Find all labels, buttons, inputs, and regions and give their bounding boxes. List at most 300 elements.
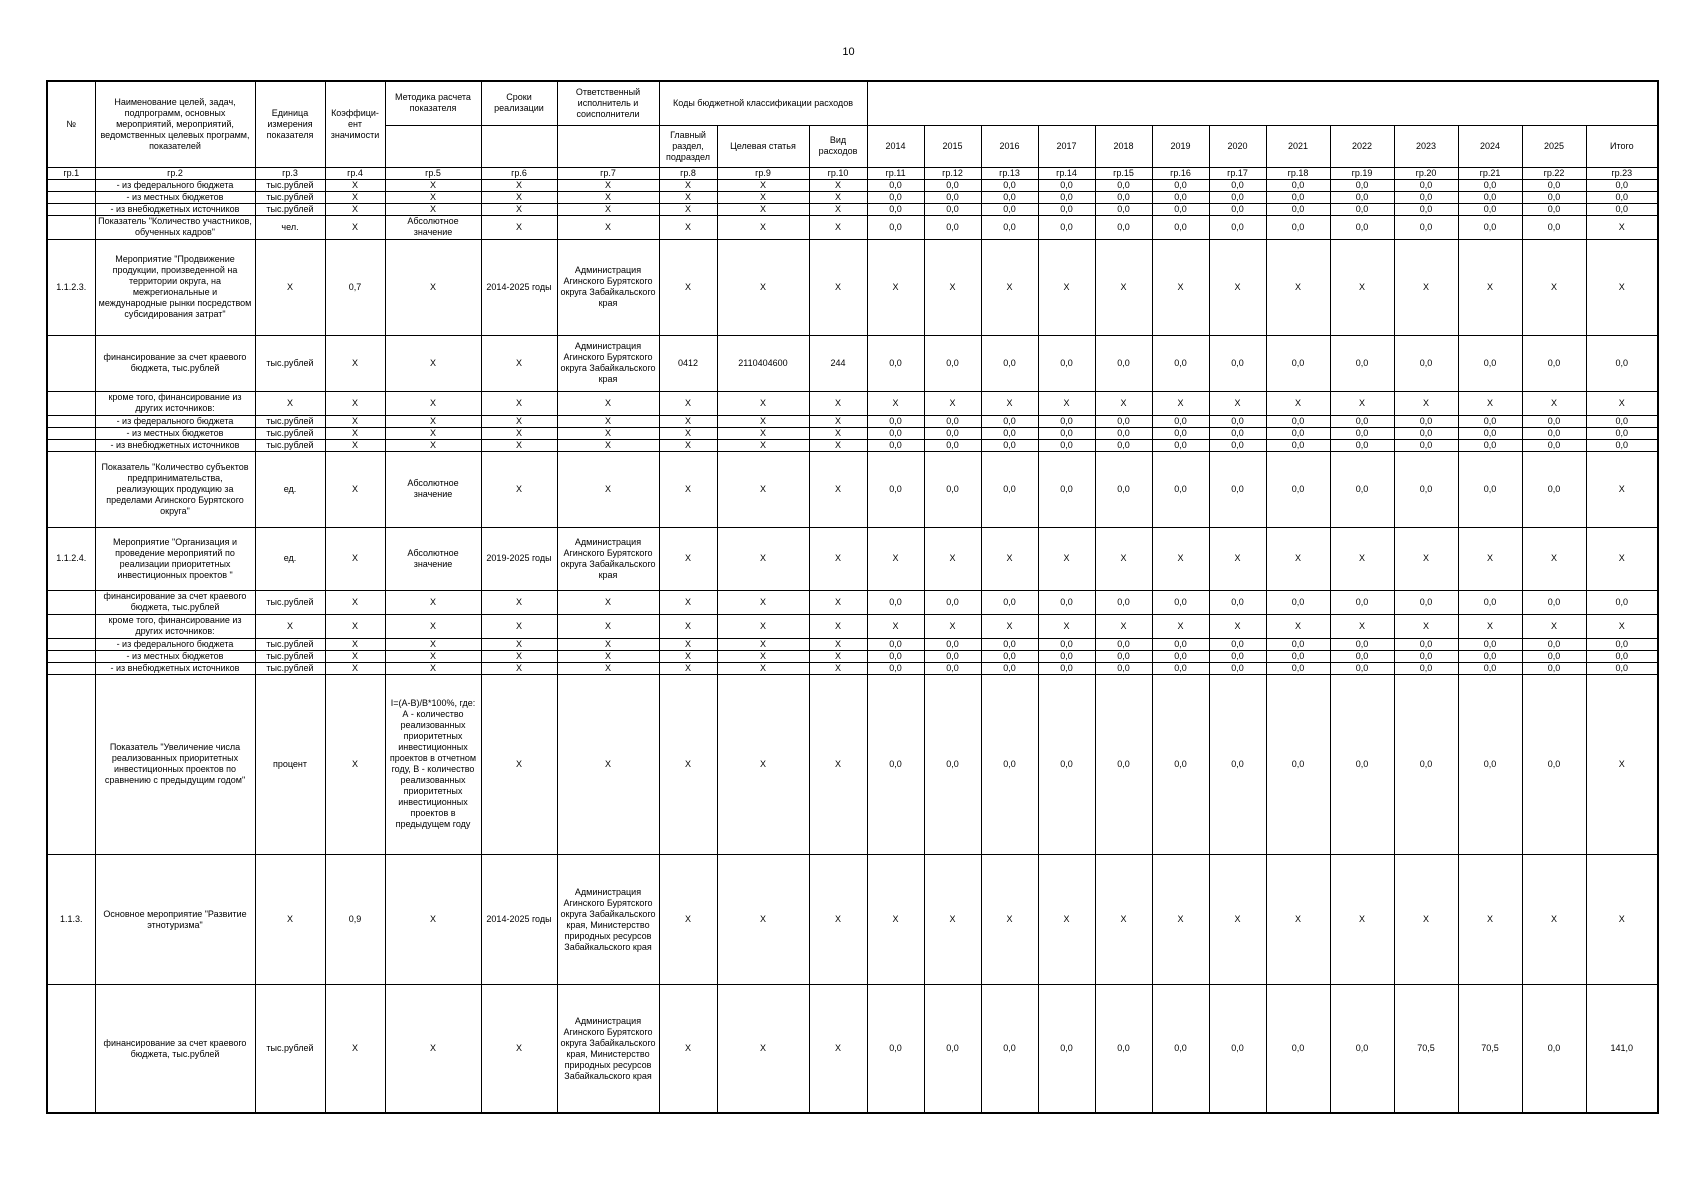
table-cell: Х xyxy=(385,335,481,391)
table-cell: Х xyxy=(981,614,1038,638)
table-cell: Х xyxy=(1095,391,1152,415)
table-cell: Показатель "Количество участников, обученных кадров" xyxy=(95,215,255,239)
table-cell: Х xyxy=(809,215,867,239)
table-cell: - из внебюджетных источников xyxy=(95,662,255,674)
table-cell: Х xyxy=(385,391,481,415)
column-number-cell: гр.1 xyxy=(47,167,95,179)
table-cell: 0,0 xyxy=(867,985,924,1113)
table-cell: Х xyxy=(1330,527,1394,590)
column-number-cell: гр.22 xyxy=(1522,167,1586,179)
table-cell: Х xyxy=(981,239,1038,335)
table-cell: Х xyxy=(481,985,557,1113)
table-cell: Х xyxy=(557,179,659,191)
table-cell: 0,0 xyxy=(1266,662,1330,674)
header-method: Методика расчета показателя xyxy=(385,81,481,125)
table-cell: Х xyxy=(659,203,717,215)
table-cell: Х xyxy=(481,415,557,427)
table-cell xyxy=(47,191,95,203)
table-cell: Х xyxy=(325,614,385,638)
table-cell: 0,0 xyxy=(1266,415,1330,427)
table-cell: Х xyxy=(325,662,385,674)
table-cell: Х xyxy=(1394,239,1458,335)
table-cell xyxy=(47,335,95,391)
table-cell: 0,0 xyxy=(1586,335,1658,391)
table-cell: Х xyxy=(717,215,809,239)
table-cell: 0,0 xyxy=(867,439,924,451)
table-cell: 0,0 xyxy=(924,415,981,427)
table-cell: 0,0 xyxy=(1522,662,1586,674)
table-cell: Х xyxy=(481,391,557,415)
table-cell: 0,7 xyxy=(325,239,385,335)
table-cell: Х xyxy=(1038,855,1095,985)
table-cell: 0,0 xyxy=(924,215,981,239)
table-cell: - из местных бюджетов xyxy=(95,191,255,203)
table-cell: Х xyxy=(924,614,981,638)
table-cell: 0,0 xyxy=(1266,985,1330,1113)
table-cell: Х xyxy=(659,650,717,662)
table-cell: тыс.рублей xyxy=(255,638,325,650)
table-cell: Х xyxy=(1152,855,1209,985)
table-cell: 0,9 xyxy=(325,855,385,985)
column-number-cell: гр.11 xyxy=(867,167,924,179)
table-cell: 0,0 xyxy=(1394,638,1458,650)
table-cell: Х xyxy=(385,855,481,985)
table-cell: 0,0 xyxy=(1586,203,1658,215)
table-cell: Х xyxy=(809,614,867,638)
table-cell: Х xyxy=(809,650,867,662)
table-cell: 70,5 xyxy=(1394,985,1458,1113)
table-cell: 0,0 xyxy=(1330,415,1394,427)
table-cell: Х xyxy=(1458,391,1522,415)
table-cell: 0,0 xyxy=(1209,215,1266,239)
table-cell: Х xyxy=(325,527,385,590)
table-cell: Х xyxy=(255,239,325,335)
table-cell: 0,0 xyxy=(1394,427,1458,439)
table-cell: Х xyxy=(659,985,717,1113)
table-cell: Х xyxy=(385,985,481,1113)
table-cell: Х xyxy=(385,638,481,650)
table-cell: 0,0 xyxy=(867,191,924,203)
table-cell: 0,0 xyxy=(1330,590,1394,614)
table-cell: 0,0 xyxy=(1038,427,1095,439)
table-cell: 0,0 xyxy=(1152,191,1209,203)
table-cell: 0,0 xyxy=(867,179,924,191)
table-cell: 0,0 xyxy=(1266,335,1330,391)
table-cell: 0,0 xyxy=(1152,415,1209,427)
table-cell: Х xyxy=(325,427,385,439)
table-cell: 1.1.3. xyxy=(47,855,95,985)
header-year-2021: 2021 xyxy=(1266,125,1330,167)
table-cell: тыс.рублей xyxy=(255,439,325,451)
table-cell: Х xyxy=(1458,239,1522,335)
table-cell: Х xyxy=(809,985,867,1113)
table-cell: Х xyxy=(867,239,924,335)
table-cell: Х xyxy=(717,614,809,638)
table-cell: 0,0 xyxy=(1522,427,1586,439)
table-cell: Х xyxy=(1152,239,1209,335)
table-cell: 0,0 xyxy=(1152,335,1209,391)
table-cell: 0,0 xyxy=(1522,985,1586,1113)
table-cell: Х xyxy=(1522,527,1586,590)
table-cell: ед. xyxy=(255,527,325,590)
table-cell: 0,0 xyxy=(1095,427,1152,439)
table-cell: 0,0 xyxy=(1458,427,1522,439)
table-cell: 0,0 xyxy=(1330,650,1394,662)
table-cell: 0,0 xyxy=(924,191,981,203)
header-year-2017: 2017 xyxy=(1038,125,1095,167)
table-cell: Х xyxy=(981,391,1038,415)
table-cell: Х xyxy=(1586,527,1658,590)
table-cell: Х xyxy=(557,415,659,427)
table-cell: 0,0 xyxy=(1038,590,1095,614)
table-cell: финансирование за счет краевого бюджета, тыс.рублей xyxy=(95,590,255,614)
table-cell: 0,0 xyxy=(867,335,924,391)
table-cell: Х xyxy=(1266,855,1330,985)
table-row xyxy=(47,674,1658,854)
table-cell: Х xyxy=(255,391,325,415)
header-vid: Вид расходов xyxy=(809,125,867,167)
table-row xyxy=(47,179,1658,191)
table-cell: 0,0 xyxy=(1586,650,1658,662)
table-cell: Х xyxy=(1586,614,1658,638)
header-period-blank xyxy=(481,125,557,167)
table-cell: Х xyxy=(809,590,867,614)
table-cell: Х xyxy=(717,590,809,614)
table-cell: 0,0 xyxy=(1038,335,1095,391)
table-cell: 0,0 xyxy=(1209,427,1266,439)
table-cell: Х xyxy=(1266,391,1330,415)
header-executor: Ответственный исполнитель и соисполнители xyxy=(557,81,659,125)
table-cell: 0,0 xyxy=(1209,662,1266,674)
table-cell: 0,0 xyxy=(1152,215,1209,239)
table-row xyxy=(47,239,1658,335)
table-cell: Х xyxy=(325,650,385,662)
table-cell: 0,0 xyxy=(981,179,1038,191)
table-cell: Х xyxy=(1394,527,1458,590)
table-cell: 0,0 xyxy=(1209,439,1266,451)
table-cell: 0,0 xyxy=(1095,662,1152,674)
table-cell: 0,0 xyxy=(1522,335,1586,391)
table-cell: Х xyxy=(659,638,717,650)
table-cell: 0,0 xyxy=(924,179,981,191)
table-cell: Х xyxy=(659,590,717,614)
table-cell: 0,0 xyxy=(1038,638,1095,650)
table-cell: 0,0 xyxy=(1394,662,1458,674)
table-cell: Х xyxy=(1038,614,1095,638)
table-cell: Х xyxy=(659,439,717,451)
column-number-cell: гр.14 xyxy=(1038,167,1095,179)
table-cell: Х xyxy=(717,203,809,215)
table-cell: Администрация Агинского Бурятского округа Забайкальского края xyxy=(557,335,659,391)
table-cell: 0,0 xyxy=(981,415,1038,427)
table-cell: 0,0 xyxy=(924,427,981,439)
table-cell: 0,0 xyxy=(1522,451,1586,527)
table-cell: - из внебюджетных источников xyxy=(95,439,255,451)
table-cell: 0,0 xyxy=(1038,451,1095,527)
table-cell: 0,0 xyxy=(1038,674,1095,854)
table-cell: Х xyxy=(1152,614,1209,638)
table-cell: Абсолютное значение xyxy=(385,215,481,239)
table-cell: 0,0 xyxy=(1522,415,1586,427)
table-cell: Х xyxy=(481,427,557,439)
table-cell: 0,0 xyxy=(1394,179,1458,191)
table-cell: Х xyxy=(325,215,385,239)
table-cell: Х xyxy=(1330,239,1394,335)
table-cell: Х xyxy=(481,179,557,191)
table-cell: 0,0 xyxy=(867,451,924,527)
table-cell: Х xyxy=(717,391,809,415)
table-cell: Х xyxy=(325,674,385,854)
table-cell: Х xyxy=(325,439,385,451)
table-cell: Х xyxy=(1394,855,1458,985)
table-cell xyxy=(47,638,95,650)
table-cell: 0,0 xyxy=(924,650,981,662)
table-cell: Х xyxy=(867,391,924,415)
table-cell: 0,0 xyxy=(1209,638,1266,650)
table-cell: Х xyxy=(557,427,659,439)
table-cell: Х xyxy=(325,191,385,203)
table-cell: Х xyxy=(1209,527,1266,590)
table-cell: 0,0 xyxy=(981,451,1038,527)
table-cell: 0,0 xyxy=(1586,415,1658,427)
table-cell xyxy=(47,391,95,415)
table-cell: Х xyxy=(809,855,867,985)
header-unit: Единица измерения показателя xyxy=(255,81,325,167)
column-number-cell: гр.8 xyxy=(659,167,717,179)
table-cell: 0,0 xyxy=(1394,451,1458,527)
table-cell: 0,0 xyxy=(1266,191,1330,203)
table-cell: 0,0 xyxy=(1394,674,1458,854)
table-cell: 0,0 xyxy=(1152,451,1209,527)
table-cell: 0,0 xyxy=(1209,415,1266,427)
table-cell: 0,0 xyxy=(1038,650,1095,662)
header-year-2023: 2023 xyxy=(1394,125,1458,167)
table-cell: 0,0 xyxy=(1095,590,1152,614)
table-cell: Х xyxy=(659,614,717,638)
table-cell xyxy=(47,451,95,527)
table-cell: Х xyxy=(717,638,809,650)
table-cell: 0,0 xyxy=(1152,650,1209,662)
table-cell: Х xyxy=(1586,674,1658,854)
table-cell: 0,0 xyxy=(1522,191,1586,203)
table-cell: Администрация Агинского Бурятского округа Забайкальского края, Министерство природных ресурсов Забайкальского края xyxy=(557,985,659,1113)
table-cell: 0,0 xyxy=(981,638,1038,650)
table-cell: Х xyxy=(255,614,325,638)
table-row xyxy=(47,527,1658,590)
table-cell xyxy=(47,590,95,614)
table-cell: Х xyxy=(557,638,659,650)
table-cell xyxy=(47,215,95,239)
column-number-cell: гр.4 xyxy=(325,167,385,179)
table-cell: кроме того, финансирование из других источников: xyxy=(95,391,255,415)
table-cell: Х xyxy=(1038,527,1095,590)
table-cell: Х xyxy=(981,855,1038,985)
table-cell: тыс.рублей xyxy=(255,590,325,614)
table-cell: 0,0 xyxy=(1266,439,1330,451)
table-cell: 0,0 xyxy=(1209,451,1266,527)
table-cell: - из местных бюджетов xyxy=(95,427,255,439)
table-cell: 0,0 xyxy=(1266,650,1330,662)
table-cell: Х xyxy=(1330,391,1394,415)
column-number-cell: гр.16 xyxy=(1152,167,1209,179)
table-cell: 0,0 xyxy=(1458,451,1522,527)
table-cell: Х xyxy=(809,239,867,335)
table-cell: Х xyxy=(1095,239,1152,335)
table-cell: 0,0 xyxy=(867,415,924,427)
table-cell: 0,0 xyxy=(1586,179,1658,191)
table-cell: Администрация Агинского Бурятского округа Забайкальского края xyxy=(557,239,659,335)
table-cell: Х xyxy=(481,335,557,391)
table-cell: Х xyxy=(557,439,659,451)
table-row xyxy=(47,650,1658,662)
table-cell: 70,5 xyxy=(1458,985,1522,1113)
table-cell: Х xyxy=(325,335,385,391)
table-cell: Х xyxy=(717,191,809,203)
table-cell: 0,0 xyxy=(1152,985,1209,1113)
table-cell: Х xyxy=(557,451,659,527)
table-cell: Х xyxy=(1330,855,1394,985)
table-cell: Х xyxy=(659,855,717,985)
table-cell: 0,0 xyxy=(1522,203,1586,215)
table-cell: Х xyxy=(385,239,481,335)
table-cell: 0,0 xyxy=(1209,650,1266,662)
table-cell: 0,0 xyxy=(1330,662,1394,674)
table-cell: Х xyxy=(385,662,481,674)
table-row xyxy=(47,415,1658,427)
table-cell: Х xyxy=(659,215,717,239)
table-cell: Мероприятие "Организация и проведение мероприятий по реализации приоритетных инвестиционных проектов " xyxy=(95,527,255,590)
table-cell: 0,0 xyxy=(981,674,1038,854)
table-cell: 0,0 xyxy=(981,335,1038,391)
table-cell: 0,0 xyxy=(1458,590,1522,614)
table-cell: 0,0 xyxy=(1095,451,1152,527)
table-cell: Х xyxy=(385,650,481,662)
table-cell: 0,0 xyxy=(981,650,1038,662)
table-cell: 0,0 xyxy=(1330,335,1394,391)
column-number-cell: гр.7 xyxy=(557,167,659,179)
header-statya: Целевая статья xyxy=(717,125,809,167)
table-row xyxy=(47,614,1658,638)
table-row xyxy=(47,335,1658,391)
table-cell: 0,0 xyxy=(1152,179,1209,191)
header-name: Наименование целей, задач, подпрограмм, основных мероприятий, мероприятий, ведомственных целевых программ, показателей xyxy=(95,81,255,167)
table-cell: Х xyxy=(717,650,809,662)
table-cell: 0,0 xyxy=(924,985,981,1113)
table-cell: Х xyxy=(325,590,385,614)
table-cell: 0,0 xyxy=(1152,638,1209,650)
table-cell: Х xyxy=(659,179,717,191)
table-cell: 0,0 xyxy=(1152,203,1209,215)
table-cell: ед. xyxy=(255,451,325,527)
table-cell: 2014-2025 годы xyxy=(481,855,557,985)
table-cell: 0,0 xyxy=(1330,985,1394,1113)
table-cell: Х xyxy=(481,614,557,638)
table-cell: Х xyxy=(481,674,557,854)
table-cell xyxy=(47,985,95,1113)
table-cell: Х xyxy=(809,451,867,527)
table-cell: Х xyxy=(1266,614,1330,638)
table-cell: Х xyxy=(557,215,659,239)
table-cell: 0,0 xyxy=(1586,427,1658,439)
table-cell: 0,0 xyxy=(1522,650,1586,662)
header-years-group xyxy=(867,81,1658,125)
table-cell: финансирование за счет краевого бюджета, тыс.рублей xyxy=(95,335,255,391)
table-cell: 0,0 xyxy=(1038,985,1095,1113)
table-cell: тыс.рублей xyxy=(255,335,325,391)
table-cell: 0,0 xyxy=(924,451,981,527)
table-cell xyxy=(47,415,95,427)
table-cell: 0,0 xyxy=(1394,215,1458,239)
table-cell: Х xyxy=(1586,239,1658,335)
table-cell: Показатель "Количество субъектов предпринимательства, реализующих продукцию за пределами Агинского Бурятского округа" xyxy=(95,451,255,527)
header-year-2018: 2018 xyxy=(1095,125,1152,167)
table-cell: Х xyxy=(325,451,385,527)
table-cell: Х xyxy=(1586,855,1658,985)
table-cell: Х xyxy=(809,427,867,439)
table-cell xyxy=(47,650,95,662)
header-year-2025: 2025 xyxy=(1522,125,1586,167)
header-razdel: Главный раздел, подраздел xyxy=(659,125,717,167)
table-cell: 0,0 xyxy=(924,439,981,451)
table-cell: 0,0 xyxy=(1586,638,1658,650)
table-cell: Администрация Агинского Бурятского округа Забайкальского края, Министерство природных ресурсов Забайкальского края xyxy=(557,855,659,985)
table-cell xyxy=(47,179,95,191)
table-cell: 0,0 xyxy=(867,427,924,439)
table-cell: 0,0 xyxy=(1586,590,1658,614)
table-cell: Х xyxy=(659,427,717,439)
table-cell: Х xyxy=(1266,239,1330,335)
table-cell: Х xyxy=(924,527,981,590)
table-cell: 0,0 xyxy=(1266,203,1330,215)
table-cell: Х xyxy=(867,527,924,590)
table-cell: 0,0 xyxy=(1330,191,1394,203)
table-cell: 0,0 xyxy=(1522,439,1586,451)
table-cell: Х xyxy=(481,638,557,650)
header-method-blank xyxy=(385,125,481,167)
table-cell: 0,0 xyxy=(1266,638,1330,650)
table-cell: Абсолютное значение xyxy=(385,451,481,527)
table-cell: 0,0 xyxy=(1458,674,1522,854)
table-cell: Х xyxy=(481,191,557,203)
table-cell: Х xyxy=(717,179,809,191)
table-cell: Х xyxy=(1038,391,1095,415)
table-cell: тыс.рублей xyxy=(255,415,325,427)
table-cell: 0,0 xyxy=(1209,985,1266,1113)
table-cell xyxy=(47,439,95,451)
table-cell: 1.1.2.4. xyxy=(47,527,95,590)
table-row xyxy=(47,451,1658,527)
table-cell: Х xyxy=(809,203,867,215)
table-cell: 0,0 xyxy=(924,203,981,215)
table-cell: 0,0 xyxy=(1330,674,1394,854)
column-number-cell: гр.12 xyxy=(924,167,981,179)
table-cell: Х xyxy=(325,638,385,650)
table-cell xyxy=(47,674,95,854)
page-number: 10 xyxy=(842,46,855,58)
table-cell: 0,0 xyxy=(1266,451,1330,527)
table-cell: 0,0 xyxy=(1394,439,1458,451)
table-cell: Х xyxy=(481,215,557,239)
table-cell: Х xyxy=(385,590,481,614)
table-cell: 0,0 xyxy=(1266,215,1330,239)
table-cell: 0,0 xyxy=(867,203,924,215)
table-cell: 0,0 xyxy=(1522,179,1586,191)
table-cell: Х xyxy=(809,439,867,451)
table-cell: 0,0 xyxy=(1458,439,1522,451)
table-cell: 0,0 xyxy=(981,985,1038,1113)
table-cell: Х xyxy=(717,451,809,527)
header-budget-codes: Коды бюджетной классификации расходов xyxy=(659,81,867,125)
